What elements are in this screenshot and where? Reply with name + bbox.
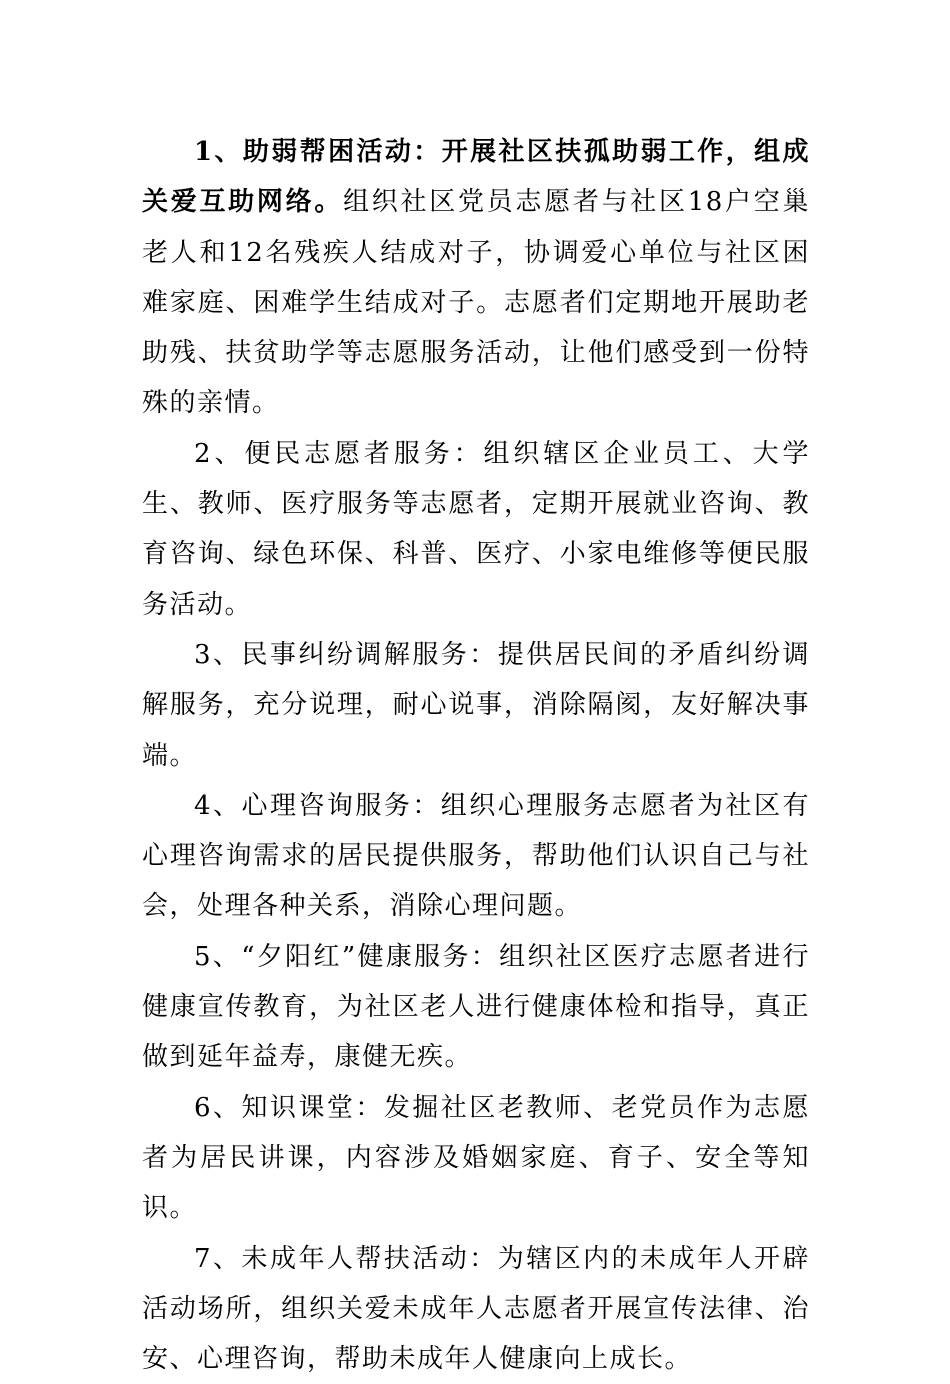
paragraph-2: 2、便民志愿者服务：组织辖区企业员工、大学生、教师、医疗服务等志愿者，定期开展就业咨询、教育咨询、绿色环保、科普、医疗、小家电维修等便民服务活动。 [142,438,810,620]
paragraph-4: 4、心理咨询服务：组织心理服务志愿者为社区有心理咨询需求的居民提供服务，帮助他们认识自己与社会，处理各种关系，消除心理问题。 [142,790,810,922]
document-body [142,127,810,1384]
paragraph-3: 3、民事纠纷调解服务：提供居民间的矛盾纠纷调解服务，充分说理，耐心说事，消除隔阂，友好解决事端。 [142,639,810,771]
paragraph-5: 5、“夕阳红”健康服务：组织社区医疗志愿者进行健康宣传教育，为社区老人进行健康体检和指导，真正做到延年益寿，康健无疾。 [142,941,810,1073]
paragraph-7: 7、未成年人帮扶活动：为辖区内的未成年人开辟活动场所，组织关爱未成年人志愿者开展宣传法律、治安、心理咨询，帮助未成年人健康向上成长。 [142,1243,810,1375]
paragraph-1-heading: 1、助弱帮困活动：开展社区扶孤助弱工作，组成关爱互助网络。 [142,137,810,218]
paragraph-1-text: 组织社区党员志愿者与社区18户空巢老人和12名残疾人结成对子，协调爱心单位与社区困难家庭、困难学生结成对子。志愿者们定期地开展助老助残、扶贫助学等志愿服务活动，让他们感受到一份特殊的亲情。 [142,187,810,419]
paragraph-6: 6、知识课堂：发掘社区老教师、老党员作为志愿者为居民讲课，内容涉及婚姻家庭、育子、安全等知识。 [142,1092,810,1224]
paragraph-1 [142,127,810,429]
